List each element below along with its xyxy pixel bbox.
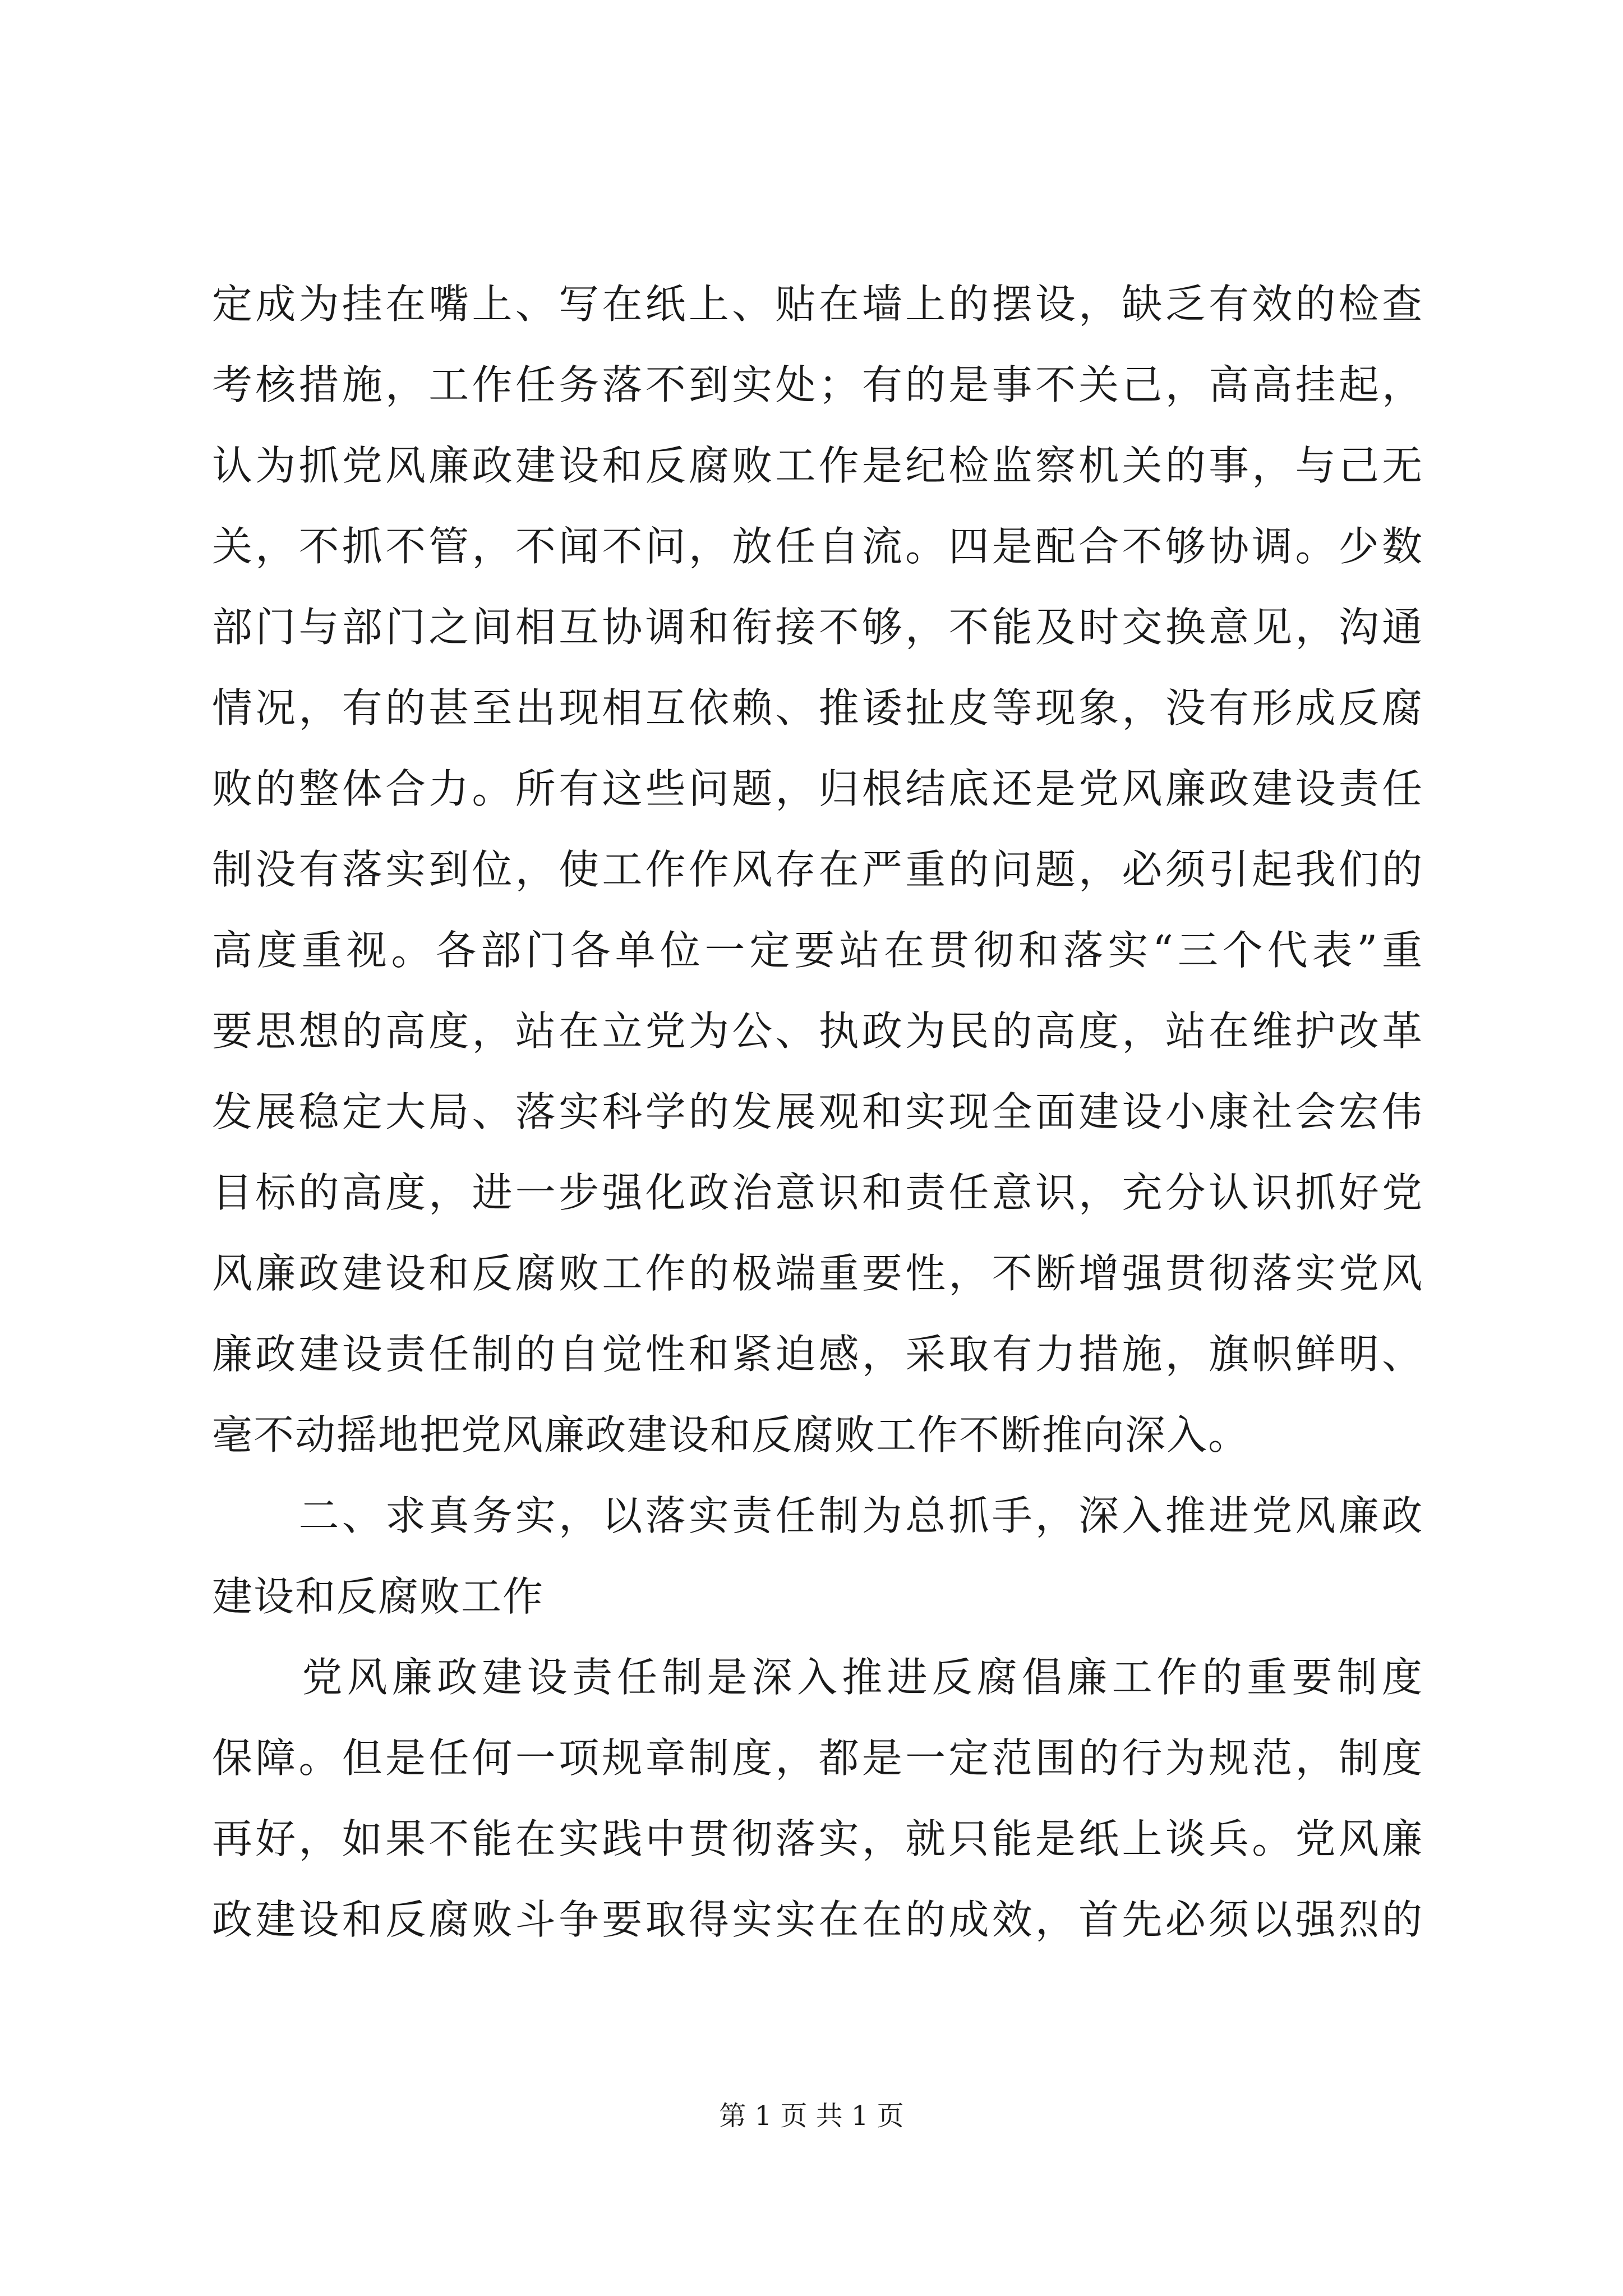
text-line: 认为抓党风廉政建设和反腐败工作是纪检监察机关的事，与己无 (212, 442, 1423, 489)
text-line: 风廉政建设和反腐败工作的极端重要性，不断增强贯彻落实党风 (212, 1250, 1423, 1297)
section-heading-line: 建设和反腐败工作 (212, 1573, 545, 1620)
text-line: 制没有落实到位，使工作作风存在严重的问题，必须引起我们的 (212, 846, 1423, 893)
document-body (212, 264, 1423, 1960)
text-line: 败的整体合力。所有这些问题，归根结底还是党风廉政建设责任 (212, 765, 1423, 812)
text-line: 定成为挂在嘴上、写在纸上、贴在墙上的摆设，缺乏有效的检查 (212, 280, 1423, 328)
page-number: 第 1 页 共 1 页 (719, 2100, 904, 2132)
text-line: 高度重视。各部门各单位一定要站在贯彻和落实“三个代表”重 (212, 927, 1423, 974)
text-line: 政建设和反腐败斗争要取得实实在在的成效，首先必须以强烈的 (212, 1896, 1423, 1943)
text-line: 保障。但是任何一项规章制度，都是一定范围的行为规范，制度 (212, 1734, 1423, 1782)
text-line: 毫不动摇地把党风廉政建设和反腐败工作不断推向深入。 (212, 1411, 1250, 1458)
section-heading-line: 二、求真务实，以落实责任制为总抓手，深入推进党风廉政 (212, 1492, 1423, 1539)
text-line: 目标的高度，进一步强化政治意识和责任意识，充分认识抓好党 (212, 1169, 1423, 1216)
text-line: 部门与部门之间相互协调和衔接不够，不能及时交换意见，沟通 (212, 604, 1423, 651)
text-line: 要思想的高度，站在立党为公、执政为民的高度，站在维护改革 (212, 1007, 1423, 1055)
text-line: 发展稳定大局、落实科学的发展观和实现全面建设小康社会宏伟 (212, 1088, 1423, 1135)
page-footer (0, 2098, 1623, 2134)
text-line: 再好，如果不能在实践中贯彻落实，就只能是纸上谈兵。党风廉 (212, 1815, 1423, 1862)
text-line: 考核措施，工作任务落不到实处；有的是事不关己，高高挂起， (212, 361, 1423, 408)
text-line: 情况，有的甚至出现相互依赖、推诿扯皮等现象，没有形成反腐 (212, 684, 1423, 731)
text-line: 党风廉政建设责任制是深入推进反腐倡廉工作的重要制度 (212, 1654, 1423, 1701)
text-line: 关，不抓不管，不闻不问，放任自流。四是配合不够协调。少数 (212, 523, 1423, 570)
text-line: 廉政建设责任制的自觉性和紧迫感，采取有力措施，旗帜鲜明、 (212, 1331, 1423, 1378)
